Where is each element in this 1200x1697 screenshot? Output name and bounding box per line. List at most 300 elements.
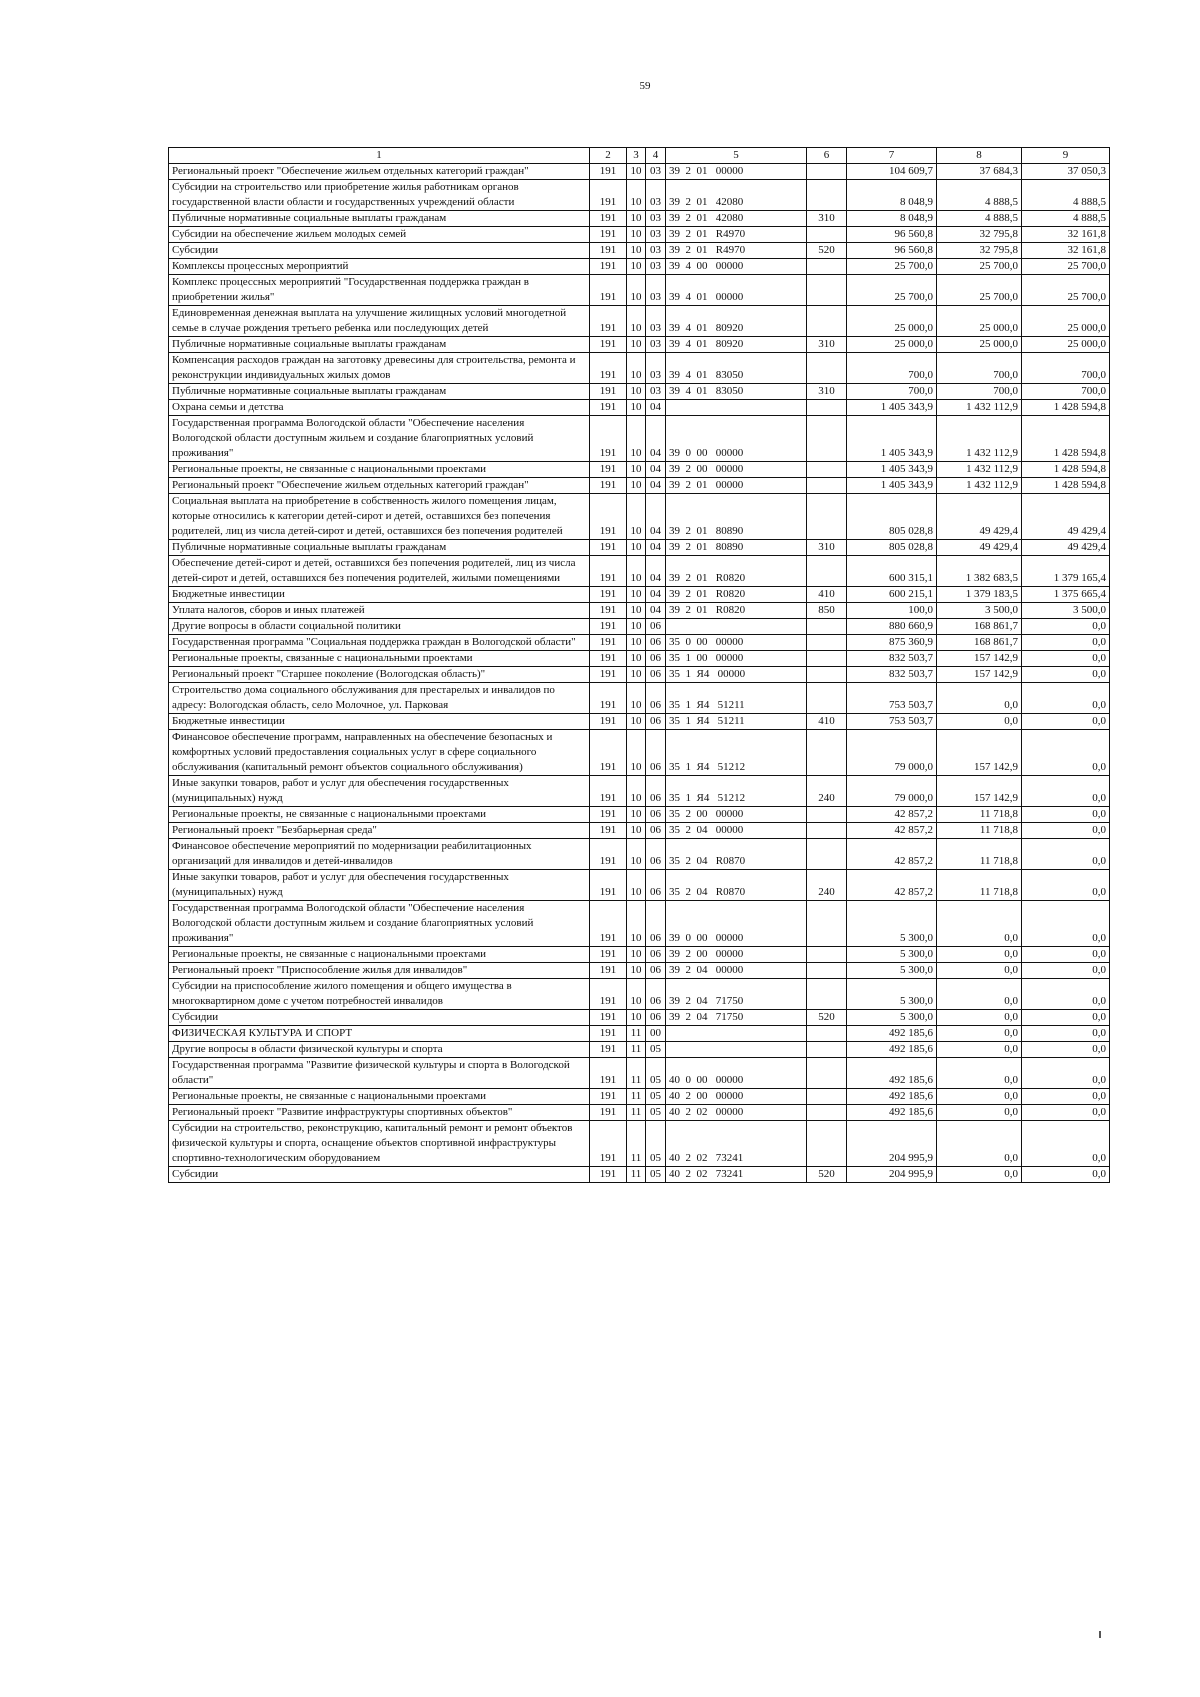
expense-type-cell: 410: [807, 714, 847, 730]
row-name-cell: Единовременная денежная выплата на улучшение жилищных условий многодетной семье в случае рождения третьего ребенка или последующих детей: [169, 306, 590, 337]
subsection-cell: 04: [646, 400, 666, 416]
subsection-cell: 03: [646, 275, 666, 306]
section-cell: 11: [627, 1026, 646, 1042]
expense-type-cell: [807, 651, 847, 667]
expense-type-cell: 310: [807, 384, 847, 400]
admin-code-cell: 191: [590, 1026, 627, 1042]
row-name-cell: Региональный проект "Старшее поколение (Вологодская область)": [169, 667, 590, 683]
target-article-cell: 39 4 01 83050: [666, 384, 807, 400]
row-name-cell: Публичные нормативные социальные выплаты гражданам: [169, 337, 590, 353]
amount-year1-cell: 1 405 343,9: [847, 400, 937, 416]
target-article-cell: 35 2 04 R0870: [666, 839, 807, 870]
amount-year1-cell: 492 185,6: [847, 1058, 937, 1089]
amount-year2-cell: 1 432 112,9: [937, 416, 1022, 462]
table-row: [169, 1058, 1110, 1089]
table-row: [169, 337, 1110, 353]
amount-year2-cell: 32 795,8: [937, 227, 1022, 243]
row-name-cell: Региональные проекты, не связанные с национальными проектами: [169, 807, 590, 823]
amount-year3-cell: 0,0: [1022, 730, 1110, 776]
amount-year2-cell: 1 382 683,5: [937, 556, 1022, 587]
amount-year2-cell: 0,0: [937, 683, 1022, 714]
amount-year1-cell: 8 048,9: [847, 180, 937, 211]
amount-year1-cell: 42 857,2: [847, 839, 937, 870]
table-row: [169, 400, 1110, 416]
section-cell: 11: [627, 1105, 646, 1121]
section-cell: 10: [627, 839, 646, 870]
subsection-cell: 04: [646, 587, 666, 603]
amount-year2-cell: 11 718,8: [937, 807, 1022, 823]
amount-year3-cell: 0,0: [1022, 651, 1110, 667]
amount-year3-cell: 25 000,0: [1022, 337, 1110, 353]
table-row: [169, 635, 1110, 651]
expense-type-cell: [807, 619, 847, 635]
table-row: [169, 1167, 1110, 1183]
amount-year1-cell: 832 503,7: [847, 651, 937, 667]
admin-code-cell: 191: [590, 180, 627, 211]
subsection-cell: 06: [646, 839, 666, 870]
subsection-cell: 06: [646, 667, 666, 683]
amount-year3-cell: 4 888,5: [1022, 180, 1110, 211]
amount-year2-cell: 0,0: [937, 963, 1022, 979]
admin-code-cell: 191: [590, 963, 627, 979]
row-name-cell: Субсидии на строительство, реконструкцию, капитальный ремонт и ремонт объектов физической культуры и спорта, оснащение объектов спортивной инфраструктуры спортивно-технологическим оборудованием: [169, 1121, 590, 1167]
amount-year2-cell: 1 432 112,9: [937, 462, 1022, 478]
admin-code-cell: 191: [590, 1010, 627, 1026]
header-col-1: 1: [169, 148, 590, 164]
section-cell: 10: [627, 243, 646, 259]
target-article-cell: 35 1 Я4 00000: [666, 667, 807, 683]
section-cell: 10: [627, 1010, 646, 1026]
section-cell: 10: [627, 979, 646, 1010]
subsection-cell: 03: [646, 353, 666, 384]
target-article-cell: 39 4 00 00000: [666, 259, 807, 275]
admin-code-cell: 191: [590, 478, 627, 494]
amount-year1-cell: 104 609,7: [847, 164, 937, 180]
table-row: [169, 587, 1110, 603]
amount-year2-cell: 700,0: [937, 353, 1022, 384]
table-row: [169, 353, 1110, 384]
subsection-cell: 05: [646, 1058, 666, 1089]
admin-code-cell: 191: [590, 540, 627, 556]
section-cell: 10: [627, 384, 646, 400]
table-row: [169, 416, 1110, 462]
amount-year3-cell: 1 428 594,8: [1022, 416, 1110, 462]
table-row: [169, 776, 1110, 807]
expense-type-cell: [807, 462, 847, 478]
admin-code-cell: 191: [590, 823, 627, 839]
row-name-cell: Финансовое обеспечение программ, направленных на обеспечение безопасных и комфортных условий предоставления социальных услуг в сфере социального обслуживания (капитальный ремонт объектов социального обслуживания): [169, 730, 590, 776]
table-row: [169, 1010, 1110, 1026]
subsection-cell: 03: [646, 227, 666, 243]
subsection-cell: 06: [646, 947, 666, 963]
row-name-cell: Региональный проект "Обеспечение жильем отдельных категорий граждан": [169, 478, 590, 494]
amount-year2-cell: 3 500,0: [937, 603, 1022, 619]
amount-year2-cell: 4 888,5: [937, 211, 1022, 227]
target-article-cell: [666, 400, 807, 416]
target-article-cell: 39 2 01 R0820: [666, 556, 807, 587]
section-cell: 10: [627, 306, 646, 337]
amount-year1-cell: 5 300,0: [847, 1010, 937, 1026]
expense-type-cell: 520: [807, 1010, 847, 1026]
target-article-cell: 39 4 01 00000: [666, 275, 807, 306]
target-article-cell: 40 2 02 73241: [666, 1167, 807, 1183]
target-article-cell: 39 2 01 00000: [666, 164, 807, 180]
admin-code-cell: 191: [590, 714, 627, 730]
subsection-cell: 03: [646, 306, 666, 337]
section-cell: 10: [627, 901, 646, 947]
row-name-cell: Государственная программа Вологодской области "Обеспечение населения Вологодской области доступным жильем и создание благоприятных условий проживания": [169, 416, 590, 462]
header-col-3: 3: [627, 148, 646, 164]
row-name-cell: Охрана семьи и детства: [169, 400, 590, 416]
admin-code-cell: 191: [590, 947, 627, 963]
target-article-cell: 39 0 00 00000: [666, 901, 807, 947]
section-cell: 10: [627, 337, 646, 353]
admin-code-cell: 191: [590, 1058, 627, 1089]
table-row: [169, 683, 1110, 714]
amount-year2-cell: 11 718,8: [937, 823, 1022, 839]
expense-type-cell: [807, 683, 847, 714]
amount-year3-cell: 0,0: [1022, 1121, 1110, 1167]
amount-year2-cell: 0,0: [937, 979, 1022, 1010]
table-row: [169, 243, 1110, 259]
amount-year2-cell: 157 142,9: [937, 776, 1022, 807]
amount-year3-cell: 49 429,4: [1022, 494, 1110, 540]
target-article-cell: 35 1 00 00000: [666, 651, 807, 667]
amount-year3-cell: 25 700,0: [1022, 275, 1110, 306]
amount-year2-cell: 168 861,7: [937, 619, 1022, 635]
subsection-cell: 03: [646, 259, 666, 275]
subsection-cell: 06: [646, 901, 666, 947]
header-col-5: 5: [666, 148, 807, 164]
amount-year3-cell: 1 375 665,4: [1022, 587, 1110, 603]
amount-year2-cell: 157 142,9: [937, 667, 1022, 683]
amount-year1-cell: 5 300,0: [847, 947, 937, 963]
section-cell: 10: [627, 651, 646, 667]
amount-year3-cell: 3 500,0: [1022, 603, 1110, 619]
amount-year3-cell: 0,0: [1022, 1026, 1110, 1042]
expense-type-cell: 310: [807, 337, 847, 353]
row-name-cell: Социальная выплата на приобретение в собственность жилого помещения лицам, которые относились к категории детей-сирот и детей, оставшихся без попечения родителей, лиц из числа детей-сирот и детей, оставшихся без попечения родителей: [169, 494, 590, 540]
target-article-cell: 39 2 01 R0820: [666, 603, 807, 619]
amount-year3-cell: 0,0: [1022, 776, 1110, 807]
subsection-cell: 03: [646, 243, 666, 259]
target-article-cell: 39 2 00 00000: [666, 947, 807, 963]
amount-year2-cell: 157 142,9: [937, 730, 1022, 776]
amount-year1-cell: 5 300,0: [847, 979, 937, 1010]
target-article-cell: 39 0 00 00000: [666, 416, 807, 462]
amount-year3-cell: 4 888,5: [1022, 211, 1110, 227]
admin-code-cell: 191: [590, 211, 627, 227]
section-cell: 10: [627, 667, 646, 683]
row-name-cell: Субсидии на строительство или приобретение жилья работникам органов государственной власти области и государственных учреждений области: [169, 180, 590, 211]
admin-code-cell: 191: [590, 651, 627, 667]
row-name-cell: Бюджетные инвестиции: [169, 587, 590, 603]
amount-year2-cell: 1 432 112,9: [937, 400, 1022, 416]
expense-type-cell: 520: [807, 243, 847, 259]
section-cell: 10: [627, 353, 646, 384]
row-name-cell: Государственная программа "Развитие физической культуры и спорта в Вологодской области": [169, 1058, 590, 1089]
admin-code-cell: 191: [590, 164, 627, 180]
expense-type-cell: [807, 1026, 847, 1042]
section-cell: 11: [627, 1167, 646, 1183]
amount-year2-cell: 0,0: [937, 1058, 1022, 1089]
amount-year3-cell: 0,0: [1022, 963, 1110, 979]
table-row: [169, 979, 1110, 1010]
row-name-cell: Комплексы процессных мероприятий: [169, 259, 590, 275]
expense-type-cell: [807, 400, 847, 416]
section-cell: 11: [627, 1042, 646, 1058]
row-name-cell: Субсидии: [169, 1010, 590, 1026]
amount-year2-cell: 0,0: [937, 901, 1022, 947]
amount-year1-cell: 42 857,2: [847, 870, 937, 901]
amount-year3-cell: 0,0: [1022, 1010, 1110, 1026]
amount-year1-cell: 204 995,9: [847, 1167, 937, 1183]
table-row: [169, 1089, 1110, 1105]
target-article-cell: 35 1 Я4 51212: [666, 776, 807, 807]
amount-year2-cell: 25 000,0: [937, 306, 1022, 337]
amount-year2-cell: 0,0: [937, 714, 1022, 730]
amount-year1-cell: 96 560,8: [847, 243, 937, 259]
table-row: [169, 1026, 1110, 1042]
subsection-cell: 06: [646, 776, 666, 807]
subsection-cell: 06: [646, 1010, 666, 1026]
expense-type-cell: [807, 1042, 847, 1058]
expense-type-cell: [807, 635, 847, 651]
admin-code-cell: 191: [590, 1121, 627, 1167]
row-name-cell: Субсидии на приспособление жилого помещения и общего имущества в многоквартирном доме с учетом потребностей инвалидов: [169, 979, 590, 1010]
expense-type-cell: [807, 901, 847, 947]
amount-year3-cell: 0,0: [1022, 947, 1110, 963]
row-name-cell: Бюджетные инвестиции: [169, 714, 590, 730]
row-name-cell: Комплекс процессных мероприятий "Государственная поддержка граждан в приобретении жилья": [169, 275, 590, 306]
expense-type-cell: [807, 180, 847, 211]
expense-type-cell: 240: [807, 870, 847, 901]
section-cell: 10: [627, 683, 646, 714]
header-col-2: 2: [590, 148, 627, 164]
amount-year3-cell: 700,0: [1022, 353, 1110, 384]
subsection-cell: 06: [646, 619, 666, 635]
table-row: [169, 651, 1110, 667]
amount-year1-cell: 1 405 343,9: [847, 478, 937, 494]
amount-year1-cell: 96 560,8: [847, 227, 937, 243]
subsection-cell: 06: [646, 714, 666, 730]
target-article-cell: 35 2 00 00000: [666, 807, 807, 823]
target-article-cell: 39 4 01 80920: [666, 306, 807, 337]
amount-year1-cell: 753 503,7: [847, 683, 937, 714]
table-row: [169, 478, 1110, 494]
admin-code-cell: 191: [590, 259, 627, 275]
admin-code-cell: 191: [590, 400, 627, 416]
expense-type-cell: [807, 823, 847, 839]
admin-code-cell: 191: [590, 275, 627, 306]
subsection-cell: 03: [646, 211, 666, 227]
expense-type-cell: [807, 494, 847, 540]
admin-code-cell: 191: [590, 416, 627, 462]
subsection-cell: 05: [646, 1167, 666, 1183]
expense-type-cell: [807, 1058, 847, 1089]
amount-year1-cell: 805 028,8: [847, 540, 937, 556]
admin-code-cell: 191: [590, 1105, 627, 1121]
amount-year2-cell: 0,0: [937, 1042, 1022, 1058]
subsection-cell: 04: [646, 462, 666, 478]
amount-year3-cell: 0,0: [1022, 667, 1110, 683]
amount-year1-cell: 492 185,6: [847, 1042, 937, 1058]
admin-code-cell: 191: [590, 494, 627, 540]
target-article-cell: 35 1 Я4 51211: [666, 683, 807, 714]
section-cell: 10: [627, 259, 646, 275]
amount-year1-cell: 832 503,7: [847, 667, 937, 683]
amount-year3-cell: 37 050,3: [1022, 164, 1110, 180]
row-name-cell: Региональные проекты, связанные с национальными проектами: [169, 651, 590, 667]
subsection-cell: 04: [646, 540, 666, 556]
amount-year2-cell: 11 718,8: [937, 839, 1022, 870]
amount-year3-cell: 1 428 594,8: [1022, 478, 1110, 494]
target-article-cell: 39 2 00 00000: [666, 462, 807, 478]
header-col-7: 7: [847, 148, 937, 164]
target-article-cell: 40 2 02 73241: [666, 1121, 807, 1167]
target-article-cell: 39 2 01 80890: [666, 494, 807, 540]
amount-year2-cell: 49 429,4: [937, 494, 1022, 540]
expense-type-cell: [807, 353, 847, 384]
table-row: [169, 714, 1110, 730]
amount-year1-cell: 204 995,9: [847, 1121, 937, 1167]
amount-year2-cell: 168 861,7: [937, 635, 1022, 651]
amount-year3-cell: 0,0: [1022, 619, 1110, 635]
subsection-cell: 03: [646, 337, 666, 353]
admin-code-cell: 191: [590, 635, 627, 651]
amount-year2-cell: 25 000,0: [937, 337, 1022, 353]
amount-year1-cell: 880 660,9: [847, 619, 937, 635]
expense-type-cell: [807, 1105, 847, 1121]
amount-year2-cell: 700,0: [937, 384, 1022, 400]
amount-year3-cell: 0,0: [1022, 714, 1110, 730]
admin-code-cell: 191: [590, 901, 627, 947]
admin-code-cell: 191: [590, 683, 627, 714]
amount-year1-cell: 875 360,9: [847, 635, 937, 651]
amount-year2-cell: 0,0: [937, 947, 1022, 963]
table-row: [169, 1105, 1110, 1121]
subsection-cell: 05: [646, 1121, 666, 1167]
section-cell: 10: [627, 275, 646, 306]
row-name-cell: Субсидии: [169, 243, 590, 259]
expense-type-cell: [807, 730, 847, 776]
subsection-cell: 03: [646, 164, 666, 180]
section-cell: 10: [627, 587, 646, 603]
admin-code-cell: 191: [590, 839, 627, 870]
table-row: [169, 730, 1110, 776]
expense-type-cell: 520: [807, 1167, 847, 1183]
expense-type-cell: [807, 227, 847, 243]
amount-year3-cell: 0,0: [1022, 683, 1110, 714]
admin-code-cell: 191: [590, 384, 627, 400]
amount-year2-cell: 32 795,8: [937, 243, 1022, 259]
subsection-cell: 04: [646, 603, 666, 619]
subsection-cell: 06: [646, 730, 666, 776]
table-row: [169, 164, 1110, 180]
section-cell: 10: [627, 714, 646, 730]
section-cell: 10: [627, 823, 646, 839]
row-name-cell: Финансовое обеспечение мероприятий по модернизации реабилитационных организаций для инвалидов и детей-инвалидов: [169, 839, 590, 870]
admin-code-cell: 191: [590, 243, 627, 259]
amount-year3-cell: 49 429,4: [1022, 540, 1110, 556]
expense-type-cell: 240: [807, 776, 847, 807]
section-cell: 11: [627, 1089, 646, 1105]
row-name-cell: Региональные проекты, не связанные с национальными проектами: [169, 1089, 590, 1105]
amount-year1-cell: 492 185,6: [847, 1026, 937, 1042]
row-name-cell: Уплата налогов, сборов и иных платежей: [169, 603, 590, 619]
amount-year1-cell: 5 300,0: [847, 901, 937, 947]
admin-code-cell: 191: [590, 870, 627, 901]
header-col-9: 9: [1022, 148, 1110, 164]
subsection-cell: 06: [646, 963, 666, 979]
target-article-cell: [666, 1026, 807, 1042]
amount-year2-cell: 25 700,0: [937, 275, 1022, 306]
section-cell: 11: [627, 1058, 646, 1089]
admin-code-cell: 191: [590, 807, 627, 823]
subsection-cell: 03: [646, 180, 666, 211]
target-article-cell: 40 2 00 00000: [666, 1089, 807, 1105]
target-article-cell: 40 0 00 00000: [666, 1058, 807, 1089]
table-row: [169, 807, 1110, 823]
amount-year1-cell: 805 028,8: [847, 494, 937, 540]
page-number: 59: [639, 80, 651, 92]
expense-type-cell: [807, 556, 847, 587]
row-name-cell: Субсидии на обеспечение жильем молодых семей: [169, 227, 590, 243]
amount-year2-cell: 25 700,0: [937, 259, 1022, 275]
admin-code-cell: 191: [590, 306, 627, 337]
expense-type-cell: [807, 1089, 847, 1105]
amount-year2-cell: 49 429,4: [937, 540, 1022, 556]
target-article-cell: 35 2 04 00000: [666, 823, 807, 839]
scan-mark: [1099, 1631, 1101, 1638]
amount-year2-cell: 0,0: [937, 1010, 1022, 1026]
section-cell: 10: [627, 776, 646, 807]
amount-year2-cell: 1 432 112,9: [937, 478, 1022, 494]
admin-code-cell: 191: [590, 979, 627, 1010]
amount-year1-cell: 600 215,1: [847, 587, 937, 603]
admin-code-cell: 191: [590, 587, 627, 603]
amount-year3-cell: 0,0: [1022, 839, 1110, 870]
target-article-cell: 39 2 01 80890: [666, 540, 807, 556]
amount-year3-cell: 0,0: [1022, 979, 1110, 1010]
amount-year1-cell: 600 315,1: [847, 556, 937, 587]
amount-year1-cell: 8 048,9: [847, 211, 937, 227]
admin-code-cell: 191: [590, 776, 627, 807]
admin-code-cell: 191: [590, 556, 627, 587]
amount-year1-cell: 753 503,7: [847, 714, 937, 730]
amount-year3-cell: 1 379 165,4: [1022, 556, 1110, 587]
target-article-cell: [666, 1042, 807, 1058]
subsection-cell: 04: [646, 494, 666, 540]
table-row: [169, 603, 1110, 619]
amount-year2-cell: 11 718,8: [937, 870, 1022, 901]
table-row: [169, 540, 1110, 556]
row-name-cell: Иные закупки товаров, работ и услуг для обеспечения государственных (муниципальных) нужд: [169, 870, 590, 901]
section-cell: 10: [627, 416, 646, 462]
row-name-cell: Региональный проект "Развитие инфраструктуры спортивных объектов": [169, 1105, 590, 1121]
section-cell: 10: [627, 478, 646, 494]
amount-year1-cell: 492 185,6: [847, 1105, 937, 1121]
expense-type-cell: [807, 1121, 847, 1167]
section-cell: 10: [627, 619, 646, 635]
table-row: [169, 1121, 1110, 1167]
amount-year1-cell: 700,0: [847, 384, 937, 400]
expense-type-cell: [807, 306, 847, 337]
subsection-cell: 05: [646, 1042, 666, 1058]
admin-code-cell: 191: [590, 603, 627, 619]
target-article-cell: 35 1 Я4 51211: [666, 714, 807, 730]
expense-type-cell: [807, 667, 847, 683]
